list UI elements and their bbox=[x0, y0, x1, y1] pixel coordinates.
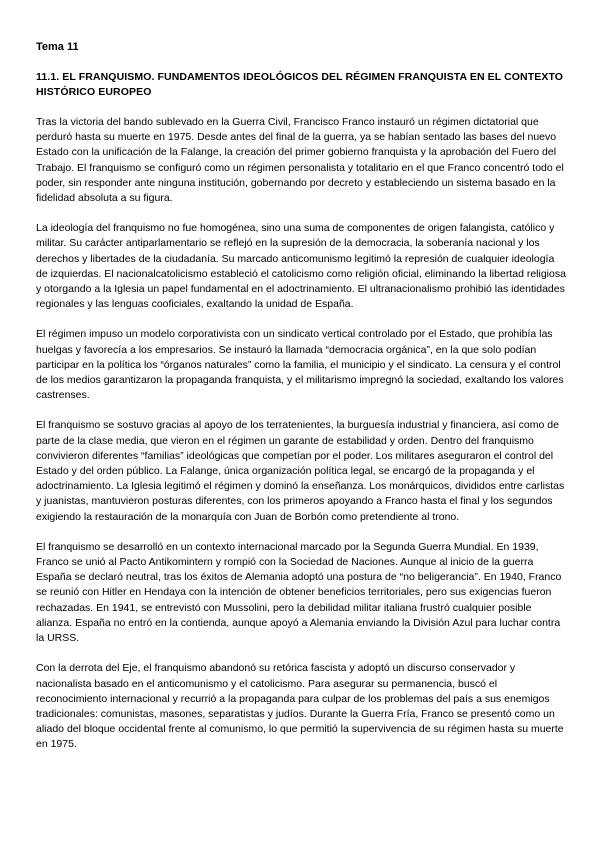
paragraph-2: La ideología del franquismo no fue homogénea, sino una suma de componentes de origen falangista, católico y militar. Su carácter antiparlamentario se reflejó en la supresión de la democracia, la soberanía nacional y los derechos y libertades de la ciudadanía. Su marcado anticomunismo legitimó la represión de cualquier ideología de izquierdas. El nacionalcatolicismo estableció el catolicismo como religión oficial, eliminando la libertad religiosa y otorgando a la Iglesia un papel fundamental en el adoctrinamiento. El ultranacionalismo prohibió las identidades regionales y las lenguas cooficiales, exaltando la unidad de España. bbox=[36, 222, 566, 311]
document-page bbox=[36, 40, 566, 768]
section-heading: 11.1. EL FRANQUISMO. FUNDAMENTOS IDEOLÓGICOS DEL RÉGIMEN FRANQUISTA EN EL CONTEXTO HISTÓRICO EUROPEO bbox=[36, 71, 564, 98]
paragraph-5: El franquismo se desarrolló en un contexto internacional marcado por la Segunda Guerra Mundial. En 1939, Franco se unió al Pacto Antikomintern y rompió con la Sociedad de Naciones. Aunque al inicio de la guerra España se declaró neutral, tras los éxitos de Alemania adoptó una postura de “no beligerancia”. En 1940, Franco se reunió con Hitler en Hendaya con la intención de obtener beneficios territoriales, pero sus exigencias fueron rechazadas. En 1941, se entrevistó con Mussolini, pero la debilidad militar italiana frustró cualquier posible alianza. España no entró en la contienda, aunque apoyó a Alemania enviando la División Azul para luchar contra la URSS. bbox=[36, 540, 562, 645]
paragraph-6: Con la derrota del Eje, el franquismo abandonó su retórica fascista y adoptó un discurso conservador y nacionalista basado en el anticomunismo y el catolicismo. Para asegurar su permanencia, buscó el reconocimiento internacional y recurrió a la propaganda para culpar de los problemas del país a sus enemigos tradicionales: comunistas, masones, separatistas y judíos. Durante la Guerra Fría, Franco se presentó como un aliado del bloque occidental frente al comunismo, lo que permitió la supervivencia de su régimen hasta su muerte en 1975. bbox=[36, 662, 564, 751]
paragraph-1: Tras la victoria del bando sublevado en la Guerra Civil, Francisco Franco instauró un régimen dictatorial que perduró hasta su muerte en 1975. Desde antes del final de la guerra, ya se habían sentado las bases del nuevo Estado con la unificación de la Falange, la creación del primer gobierno franquista y la aprobación del Fuero del Trabajo. El franquismo se configuró como un régimen personalista y totalitario en el que Franco concentró todo el poder, sin responder ante ninguna institución, gobernando por decreto y estableciendo un sistema basado en la fidelidad absoluta a su figura. bbox=[36, 116, 564, 205]
paragraph-4: El franquismo se sostuvo gracias al apoyo de los terratenientes, la burguesía industrial y financiera, así como de parte de la clase media, que vieron en el régimen un garante de estabilidad y orden. Dentro del franquismo convivieron diferentes “familias” ideológicas que competían por el poder. Los militares aseguraron el control del Estado y del orden público. La Falange, única organización política legal, se encargó de la propaganda y el adoctrinamiento. La Iglesia legitimó el régimen y dominó la enseñanza. Los monárquicos, divididos entre carlistas y juanistas, mantuvieron posturas diferentes, con los primeros apoyando a Franco hasta el final y los segundos exigiendo la restauración de la monarquía con Juan de Borbón como pretendiente al trono. bbox=[36, 419, 565, 523]
paragraph-3: El régimen impuso un modelo corporativista con un sindicato vertical controlado por el Estado, que prohibía las huelgas y favorecía a los empresarios. Se instauró la llamada “democracia orgánica”, en la que solo podían participar en la política los “órganos naturales” como la familia, el municipio y el sindicato. La censura y el control de los medios garantizaron la propaganda franquista, y el militarismo impregnó la sociedad, exaltando los valores castrenses. bbox=[36, 328, 564, 402]
topic-label: Tema 11 bbox=[36, 41, 79, 53]
